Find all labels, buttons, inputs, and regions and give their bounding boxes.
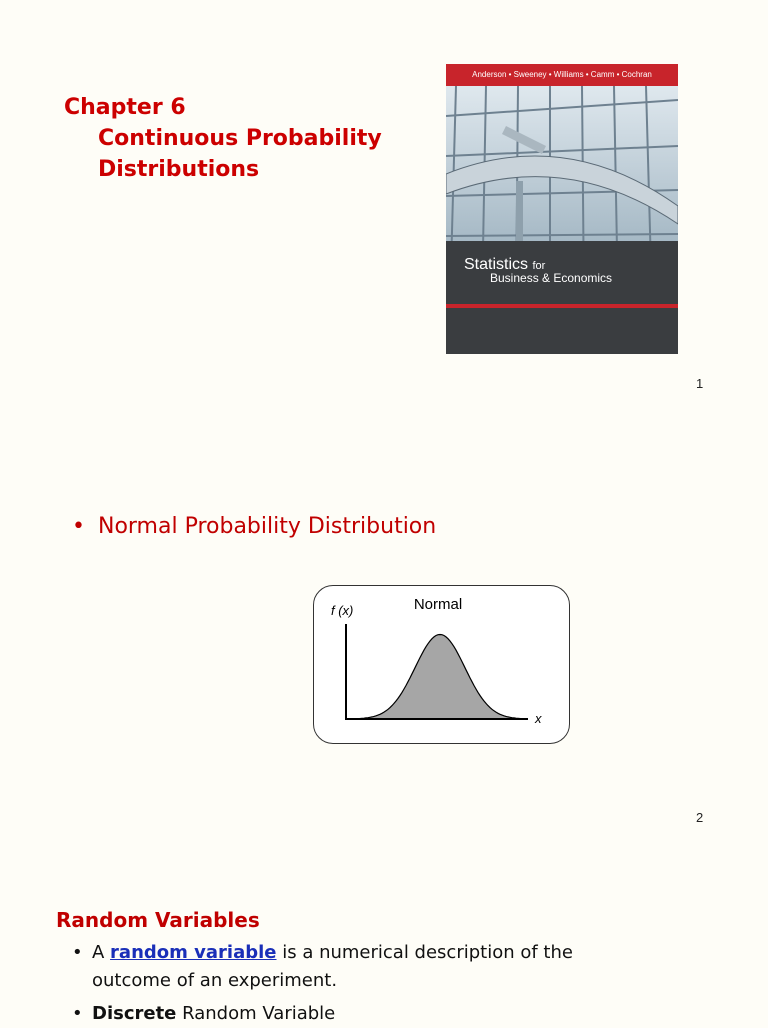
bullet-symbol: • (72, 1003, 83, 1024)
chapter-name-line2: Distributions (98, 157, 260, 182)
bullet-symbol: • (72, 942, 83, 963)
bullet-text: Normal Probability Distribution (97, 514, 437, 539)
bullet-discrete-random-variable: • Discrete Random Variable (72, 1000, 335, 1028)
page-number-2: 2 (696, 810, 704, 825)
bullet1-line2: outcome of an experiment. (92, 970, 338, 991)
random-variable-link[interactable]: random variable (110, 942, 277, 963)
bullet-random-variable-definition: • A random variable is a numerical description of the outcome of an experiment. (72, 939, 573, 995)
book-authors: Anderson • Sweeney • Williams • Camm • Cochran (446, 64, 678, 86)
book-subtitle: Business & Economics (490, 271, 613, 285)
page-number-1: 1 (696, 376, 704, 391)
chart-xlabel: x (535, 711, 542, 726)
book-cover (446, 64, 678, 354)
section-title-random-variables: Random Variables (56, 908, 260, 932)
chart-title: Normal (413, 596, 463, 613)
normal-chart (314, 586, 569, 743)
book-red-stripe (446, 304, 678, 308)
chapter-number: Chapter 6 (64, 95, 186, 120)
chapter-name-line1: Continuous Probability (98, 126, 382, 151)
chart-ylabel: f (x) (331, 603, 354, 618)
normal-chart-frame (313, 585, 570, 744)
bullet-normal-distribution (72, 514, 436, 539)
chapter-title (64, 92, 382, 185)
book-title: Statistics for (464, 256, 546, 273)
bullet-symbol: • (72, 514, 85, 539)
normal-curve (360, 635, 520, 720)
